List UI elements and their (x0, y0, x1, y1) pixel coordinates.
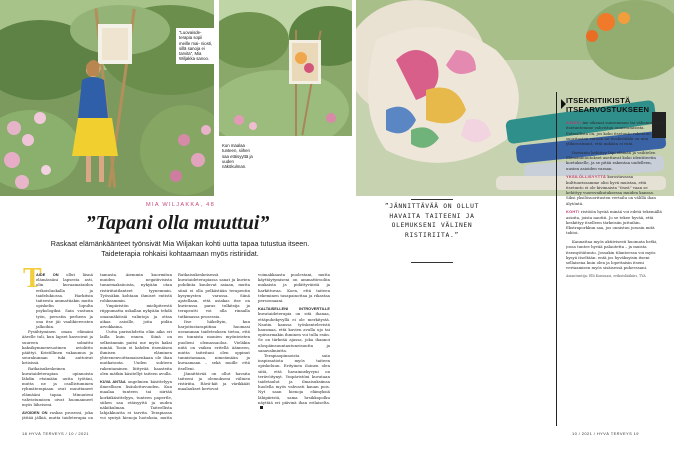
col3-para-3: Jännittävää on ollut havaita taiteeni ja olemukseni välinen ristiriita. Rävä-kät ja värikkäät maalaukset kertovat (178, 370, 250, 392)
col1-b-lead-in: AVOIDEN ON (22, 410, 48, 416)
col4-para-2: KALTAISELLENI INTROVERTILLE kuvataideterapia on sitä ihanaa, ettäpuhekyvyllä ei ole merkitystä. Nautin kanssa työskentelevistä hausmaa, että kuvien avulla ujo tai epävarmakin ihminen voi tulla esiin. Se on tärkeää ajassa, joka ihannoi ulospäinsuuntautuneisuutta ja sanavalmiutta. (258, 306, 330, 353)
easel-photo (219, 0, 352, 136)
article-kicker: MIA WILJAKKA, 48 (146, 202, 215, 208)
sidebar-source: Asiantuntija: Elli Konsuasi, erikoislääkäri, TYA (566, 274, 646, 278)
pull-quote-rule-bottom (411, 262, 453, 263)
body-column-2 (100, 272, 172, 422)
col3-para-2: Itse häkeltyin, kun harjoitustarapiitina huomasi useamman taideteoksen tietoa, että en tunnista monien myönteisten puolieni olemassaoloa. Vieläkin niitä on vaikea eritellä äänneen, mutta taiteitani olen oppinut tunnistamaan, nimeämään ja kuvaamaan – sekä muille että itselleni. (178, 318, 250, 371)
body-column-1 (22, 272, 93, 422)
sidebar-text (566, 120, 664, 420)
col4-para-3: Terapiaopinnoista sain inspiraatiota myös taiteen opiskeluun. Erityinen iloinen olen siitä, että havainnekyvyni on terävöitynyt. Ympäristöni kuvataan taidetaulut ja ilmaisuksiinsa huolella myös vahvasti kauan pois. Nyt saan hienoja elämyksiä lähipiiristä, sama hrsikkopolku näyttää eri päivinä ihan erilaiselta. (258, 353, 330, 410)
sidebar-para-4: KOHTI ristiöön hyvää minää voi edetä tekemällä asioita, joista nauttii. Jo se tekee hyvää, että keskittyy itselleen tärkeisiin juttuihin. Ekstraporkkun saa, jos onnistuu jossain mitä tahtoi. (566, 209, 662, 236)
col1-lead-in: AIDE ON (36, 272, 59, 277)
article-headline: ”Tapani olla muuttui” (85, 212, 270, 234)
sidebar-para-1: KAIKKI me oikeaat suuremman tai vähemmän, ja itsetuntemme vahvistuu onnistumisista. Pulmallista on, jos koko itsetunto-rakentuu suoritusten varaan tai itsekritiikki on niin ylikorostunut, että mikään ei riitä. (566, 120, 664, 146)
col2-b-lead-in: KUVA ANTAA (100, 379, 126, 385)
drop-cap: T (23, 263, 42, 294)
easel-caption-text: Kun maalaa tunteen, siihen saa etäisyyttä ja uuden näkökulman. (222, 143, 253, 170)
article-lead: Raskaat elämänkäänteet työnsivät Mia Wiljakan kohti uutta tapaa tutustua itseen. Taideterapia rohkaisi kohtaamaan myös ristiriidat. (50, 239, 310, 258)
col2-para-1: tamusta. Aiemmin kuormitun muiden negatiivisista tunnemaksiioista, nykyään otan ristiriitatilanteet tyynemmin. Työssäkin kohtaan ihmiset entistä rohkeammin. (100, 272, 172, 304)
col2-para-2: Ympäristön mielipiteestä riippumatta uskallan nykyään tehdä omannäköisiä valintoja ja ottaa aikaa asioille, joita pidän arvokkaina. (100, 303, 172, 330)
folio-left: 18 HYVÄ TERVEYS / 10 / 2021 (22, 431, 89, 436)
pull-quote-rule-top (411, 199, 453, 200)
folio-right: 10 / 2021 / HYVÄ TERVEYS 19 (572, 431, 639, 436)
sidebar-para-3: YKSILÖLLISYYTTÄ korostavassa kulttuurissamme olisi hyvä muistaa, että itsetunto ei ole kivimaista ”itseä” vaan se kehittyy vuorovaikutuksessa muiden kanssa. Siksi yksilösuoritusten vertailu on välillä ihan älytöntä. (566, 174, 656, 206)
sidebar-para-2: Itsetunto kehittyy läpi elämän ja vaihtelee. Elämänmuutokset asettavat koko identiteetin koetukselle, ja se pitää rakentaa uudelleen, uusien asioiden varaan. (566, 149, 657, 171)
sidebar-title: ITSEKRITIIKISTÄ ITSEARVOSTUKSEEN (566, 96, 650, 115)
col1-para-1: AIDE ON ollut läsnä elämässäni lapsesta asti, olin kuvaamataidon erikoisluokalla ja taidelukiossa. Harkitsin taiteesta ammattiakin mutta opiskelin lopulta psykologiksi. Sain vastuun työn, perustin perheen ja ona itse jäi vaalikierrosten jalkoihin. (36, 272, 93, 330)
col1-para-3: Ratkaisukeskeinen kuvataideterapian opinnoista lähdin etsimään uutta työtäni, mutta ne ja osallistuminen ryhmäterapiaan ovat muuttaneet elämääni tapaa. Minuuteni vahvistumisen oivat huomanneet myös läheiseni. (22, 365, 93, 408)
col2-para-4: KUVA ANTAA ongelmien käsittelyyn ilmeellisen lisäulottuvuuden. Kun maalaa tunteen tai siirtää korkiikäsittelyyn, tunteen papertle, siihen saa etäisyyttä ja uuden näkökulman. Taiteellista lahjakkuutta ei tarvita. Terapiassa voi syntyä hienoja luotoksia, mutta (100, 379, 172, 421)
portrait-caption (176, 28, 216, 64)
body-column-4 (258, 272, 330, 422)
body-column-3 (178, 272, 250, 422)
col1-para-4: AVOIDEN ON raskas prosessi, joka jättää jälkiä, mutta taideterapia on (22, 410, 93, 421)
col4-para-1: voimakkaasta puolestani, mutta käyttäytymiseni on ammattirooliin mukaista ja pidättyväistä ja harkittuvaa. Koen, että taiteen tekeminen tasapainottaa ja rikastaa persoonaani. (258, 272, 330, 304)
sidebar-para-5: Kannattaa myös aktiivisesti huomata hetki, jossa tuntee hyvää palautetta – ja muista itsemyötätunto. Jossakin tilanteessa voi myös kysyä itseltään: entä jos hyväksyisin itseni sellaisena kuin olen ja lopettaisin itseni vertaamisen myös sisäisessä puheessani. (566, 239, 658, 271)
end-mark (260, 406, 263, 409)
col3-para-1: Ratkaisukeskeisessä kuvataideterapiassa sanat ja kuvien pohdinta kuuluvat asiaan, mutta siinä ei olla pelkästään terapeutin kysymysten varassa. Siinä ajatellaan, että asiakas itse on kuvienssa paras tulkitsija ja terapeutti voi olla rinnalla tutkimassa prosessia. (178, 272, 250, 319)
col4-b-lead-in: KALTAISELLENI INTROVERTILLE (258, 306, 330, 312)
portrait-caption-text: ”Luovaisde- terapia sopii meille mai- niosti, sillä sanoja ei tarvita”, Mia Wiljakka sanoo. (179, 30, 213, 62)
easel-caption (219, 141, 257, 171)
pull-quote: ”JÄNNITTÄVÄÄ ON OLLUT HAVAITA TAITEENI JA OLEMUKSENI VÄLINEN RISTIRIITA.” (384, 203, 480, 239)
col2-para-3: Uutta parisuhdetta elän aika eri lailla kuin ennen. Siinä on selkeämmin paitsi me myös kaksi minää. Tosin ei kahden itsenäisen ihmisen eläminen yhteenenvoittamaisenkaan ole ihan mutkatonta. Uuden suhteen rakentaminen liittyvää haasteita olen mätkin käsitellyt taiteen avulla. (100, 329, 172, 376)
col1-para-2: Pysähtyminen oman elämäni äärelle tuli, kun lapset kasvoivat ja suureen solmittu kaksikymmenvuotinen avioliitto päättyi. Kristillinen vakaumus ja seurakunnan tuki auttoivat kriisissä. (22, 329, 93, 366)
